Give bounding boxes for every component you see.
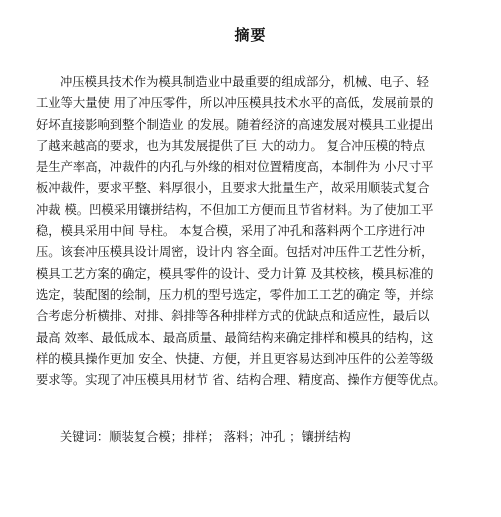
abstract-line: 稳，模具采用中间 导柱。 本复合模，采用了冲孔和落料两个工序进行冲 xyxy=(36,224,426,239)
abstract-title: 摘要 xyxy=(234,26,267,44)
abstract-line: 冲裁 模。凹模采用镶拼结构，不但加工方便而且节省材料。为了使加工平 xyxy=(36,202,434,217)
abstract-line: 模具工艺方案的确定，模具零件的设计、受力计算 及其校核，模具标准的 xyxy=(36,266,434,281)
abstract-line: 工业等大量使 用了冲压零件，所以冲压模具技术水平的高低，发展前景的 xyxy=(36,96,434,111)
abstract-body xyxy=(36,72,466,391)
abstract-line: 了越来越高的要求，也为其发展提供了巨 大的动力。 复合冲压模的特点 xyxy=(36,138,426,153)
abstract-line: 要求等。实现了冲压模具用材节 省、结构合理、精度高、操作方便等优点。 xyxy=(36,373,446,388)
keywords-line: 关键词：顺装复合模；排样； 落料；冲孔 ；镶拼结构 xyxy=(60,430,351,444)
abstract-line: 选定，装配图的绘制，压力机的型号选定，零件加工工艺的确定 等，并综 xyxy=(36,287,434,302)
abstract-line: 冲压模具技术作为模具制造业中最重要的组成部分，机械、电子、轻 xyxy=(60,75,429,89)
abstract-line: 最高 效率、最低成本、最高质量、最简结构来确定排样和模具的结构，这 xyxy=(36,330,434,345)
abstract-line: 样的模具操作更加 安全、快捷、方便，并且更容易达到冲压件的公差等级 xyxy=(36,351,434,366)
abstract-line: 好坏直接影响到整个制造业 的发展。随着经济的高速发展对模具工业提出 xyxy=(36,117,434,132)
abstract-line: 合考虑分析横排、对排、斜排等各种排样方式的优缺点和适应性，最后以 xyxy=(36,309,430,324)
abstract-line: 压。该套冲压模具设计周密，设计内 容全面。包括对冲压件工艺性分析， xyxy=(36,245,434,260)
abstract-line: 是生产率高，冲裁件的内孔与外缘的相对位置精度高，本制件为 小尺寸平 xyxy=(36,160,434,175)
abstract-line: 板冲裁件，要求平整、料厚很小，且要求大批量生产，故采用顺装式复合 xyxy=(36,181,430,196)
